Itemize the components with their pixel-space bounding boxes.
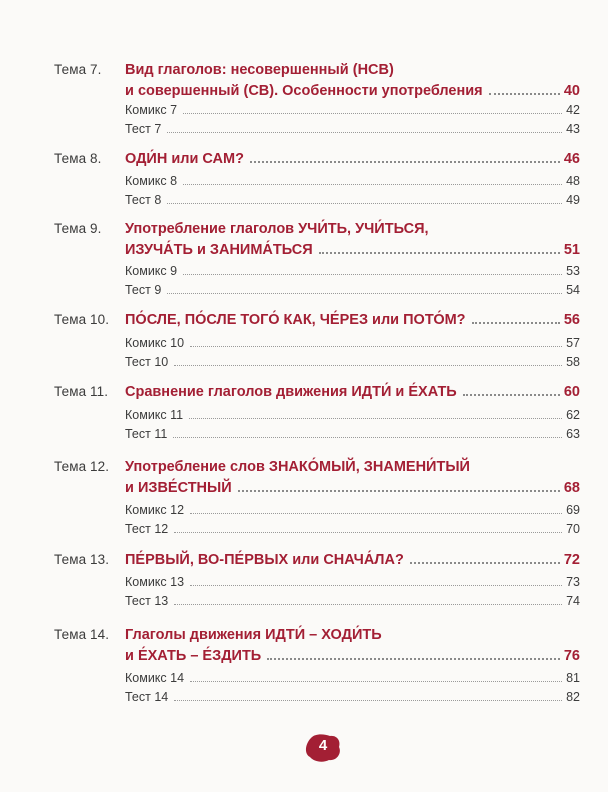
toc-subentry[interactable] [125,522,580,537]
page-number: 4 [318,737,328,754]
topic-title[interactable] [125,382,580,403]
dot-leader [250,160,560,163]
topic-page-number: 51 [563,242,580,258]
title-text: ИЗУЧА́ТЬ и ЗАНИМА́ТЬСЯ [125,242,313,258]
title-line [125,478,580,499]
dot-leader [410,561,560,564]
title-line [125,382,580,403]
subentry-label: Тест 7 [125,122,162,136]
dot-leader [190,345,562,347]
topic-page-number: 76 [563,648,580,664]
title-text: Употребление слов ЗНАКО́МЫЙ, ЗНАМЕНИ́ТЫЙ [125,459,470,475]
toc-subentry[interactable] [125,575,580,590]
dot-leader [183,183,562,185]
dot-leader [174,364,562,366]
title-line [125,149,580,170]
dot-leader [189,417,562,419]
subentry-label: Комикс 10 [125,336,185,350]
subentry-label: Комикс 13 [125,575,185,589]
topic-page-number: 72 [563,552,580,568]
title-line [125,219,580,240]
title-text: ПЕ́РВЫЙ, ВО-ПЕ́РВЫХ или СНАЧА́ЛА? [125,552,404,568]
toc-subentry[interactable] [125,264,580,279]
subentry-label: Комикс 8 [125,174,178,188]
title-line [125,81,580,102]
subentry-label: Тест 10 [125,355,169,369]
topic-title[interactable] [125,310,580,331]
subentry-page-number: 81 [566,671,580,685]
topic-label: Тема 8. [54,151,102,166]
dot-leader [190,584,562,586]
topic-label: Тема 14. [54,627,110,642]
dot-leader [174,699,562,701]
subentry-page-number: 54 [566,283,580,297]
subentry-page-number: 58 [566,355,580,369]
subentry-label: Комикс 12 [125,503,185,517]
dot-leader [174,531,562,533]
title-text: и совершенный (СВ). Особенности употребления [125,83,483,99]
subentry-page-number: 73 [566,575,580,589]
toc-subentry[interactable] [125,174,580,189]
topic-page-number: 68 [563,480,580,496]
dot-leader [167,292,562,294]
subentry-page-number: 82 [566,690,580,704]
toc-subentry[interactable] [125,355,580,370]
toc-subentry[interactable] [125,336,580,351]
toc-subentry[interactable] [125,503,580,518]
dot-leader [190,680,562,682]
subentry-page-number: 57 [566,336,580,350]
toc-subentry[interactable] [125,193,580,208]
toc-subentry[interactable] [125,427,580,442]
dot-leader [463,393,560,396]
title-line [125,240,580,261]
dot-leader [183,112,562,114]
topic-title[interactable] [125,60,580,102]
topic-label: Тема 13. [54,552,110,567]
dot-leader [190,512,562,514]
topic-label: Тема 10. [54,312,110,327]
dot-leader [238,489,560,492]
dot-leader [174,603,562,605]
subentry-page-number: 48 [566,174,580,188]
subentry-label: Комикс 14 [125,671,185,685]
topic-page-number: 60 [563,384,580,400]
title-text: Глаголы движения ИДТИ́ – ХОДИ́ТЬ [125,627,382,643]
title-text: Сравнение глаголов движения ИДТИ́ и Е́ХАТЬ [125,384,457,400]
subentry-page-number: 74 [566,594,580,608]
topic-label: Тема 11. [54,384,109,399]
title-text: Употребление глаголов УЧИ́ТЬ, УЧИ́ТЬСЯ, [125,221,429,237]
toc-subentry[interactable] [125,408,580,423]
title-line [125,550,580,571]
dot-leader [167,202,562,204]
subentry-page-number: 63 [566,427,580,441]
toc-subentry[interactable] [125,594,580,609]
topic-label: Тема 12. [54,459,110,474]
subentry-label: Тест 11 [125,427,168,441]
subentry-label: Комикс 9 [125,264,178,278]
title-line [125,60,580,81]
subentry-page-number: 49 [566,193,580,207]
title-line [125,625,580,646]
topic-page-number: 40 [563,83,580,99]
subentry-label: Комикс 11 [125,408,184,422]
title-line [125,457,580,478]
subentry-page-number: 42 [566,103,580,117]
subentry-label: Тест 9 [125,283,162,297]
topic-title[interactable] [125,219,580,261]
title-text: и ИЗВЕ́СТНЫЙ [125,480,232,496]
subentry-page-number: 62 [566,408,580,422]
dot-leader [489,92,560,95]
subentry-label: Комикс 7 [125,103,178,117]
dot-leader [472,321,560,324]
dot-leader [183,273,562,275]
dot-leader [167,131,562,133]
subentry-label: Тест 12 [125,522,169,536]
subentry-page-number: 43 [566,122,580,136]
title-text: и Е́ХАТЬ – Е́ЗДИТЬ [125,648,262,664]
dot-leader [319,251,560,254]
topic-page-number: 56 [563,312,580,328]
title-text: Вид глаголов: несовершенный (НСВ) [125,62,394,78]
topic-title[interactable] [125,149,580,170]
title-line [125,646,580,667]
topic-title[interactable] [125,550,580,571]
toc-subentry[interactable] [125,690,580,705]
subentry-page-number: 69 [566,503,580,517]
toc-subentry[interactable] [125,122,580,137]
topic-title[interactable] [125,625,580,667]
subentry-label: Тест 13 [125,594,169,608]
dot-leader [173,436,562,438]
dot-leader [267,657,560,660]
subentry-page-number: 70 [566,522,580,536]
title-line [125,310,580,331]
topic-label: Тема 7. [54,62,102,77]
toc-subentry[interactable] [125,103,580,118]
topic-page-number: 46 [563,151,580,167]
subentry-label: Тест 8 [125,193,162,207]
topic-title[interactable] [125,457,580,499]
subentry-label: Тест 14 [125,690,169,704]
title-text: ПО́СЛЕ, ПО́СЛЕ ТОГО́ КАК, ЧЕ́РЕЗ или ПОТО́М? [125,312,466,328]
subentry-page-number: 53 [566,264,580,278]
toc-subentry[interactable] [125,283,580,298]
toc-subentry[interactable] [125,671,580,686]
topic-label: Тема 9. [54,221,102,236]
title-text: ОДИ́Н или САМ? [125,151,244,167]
